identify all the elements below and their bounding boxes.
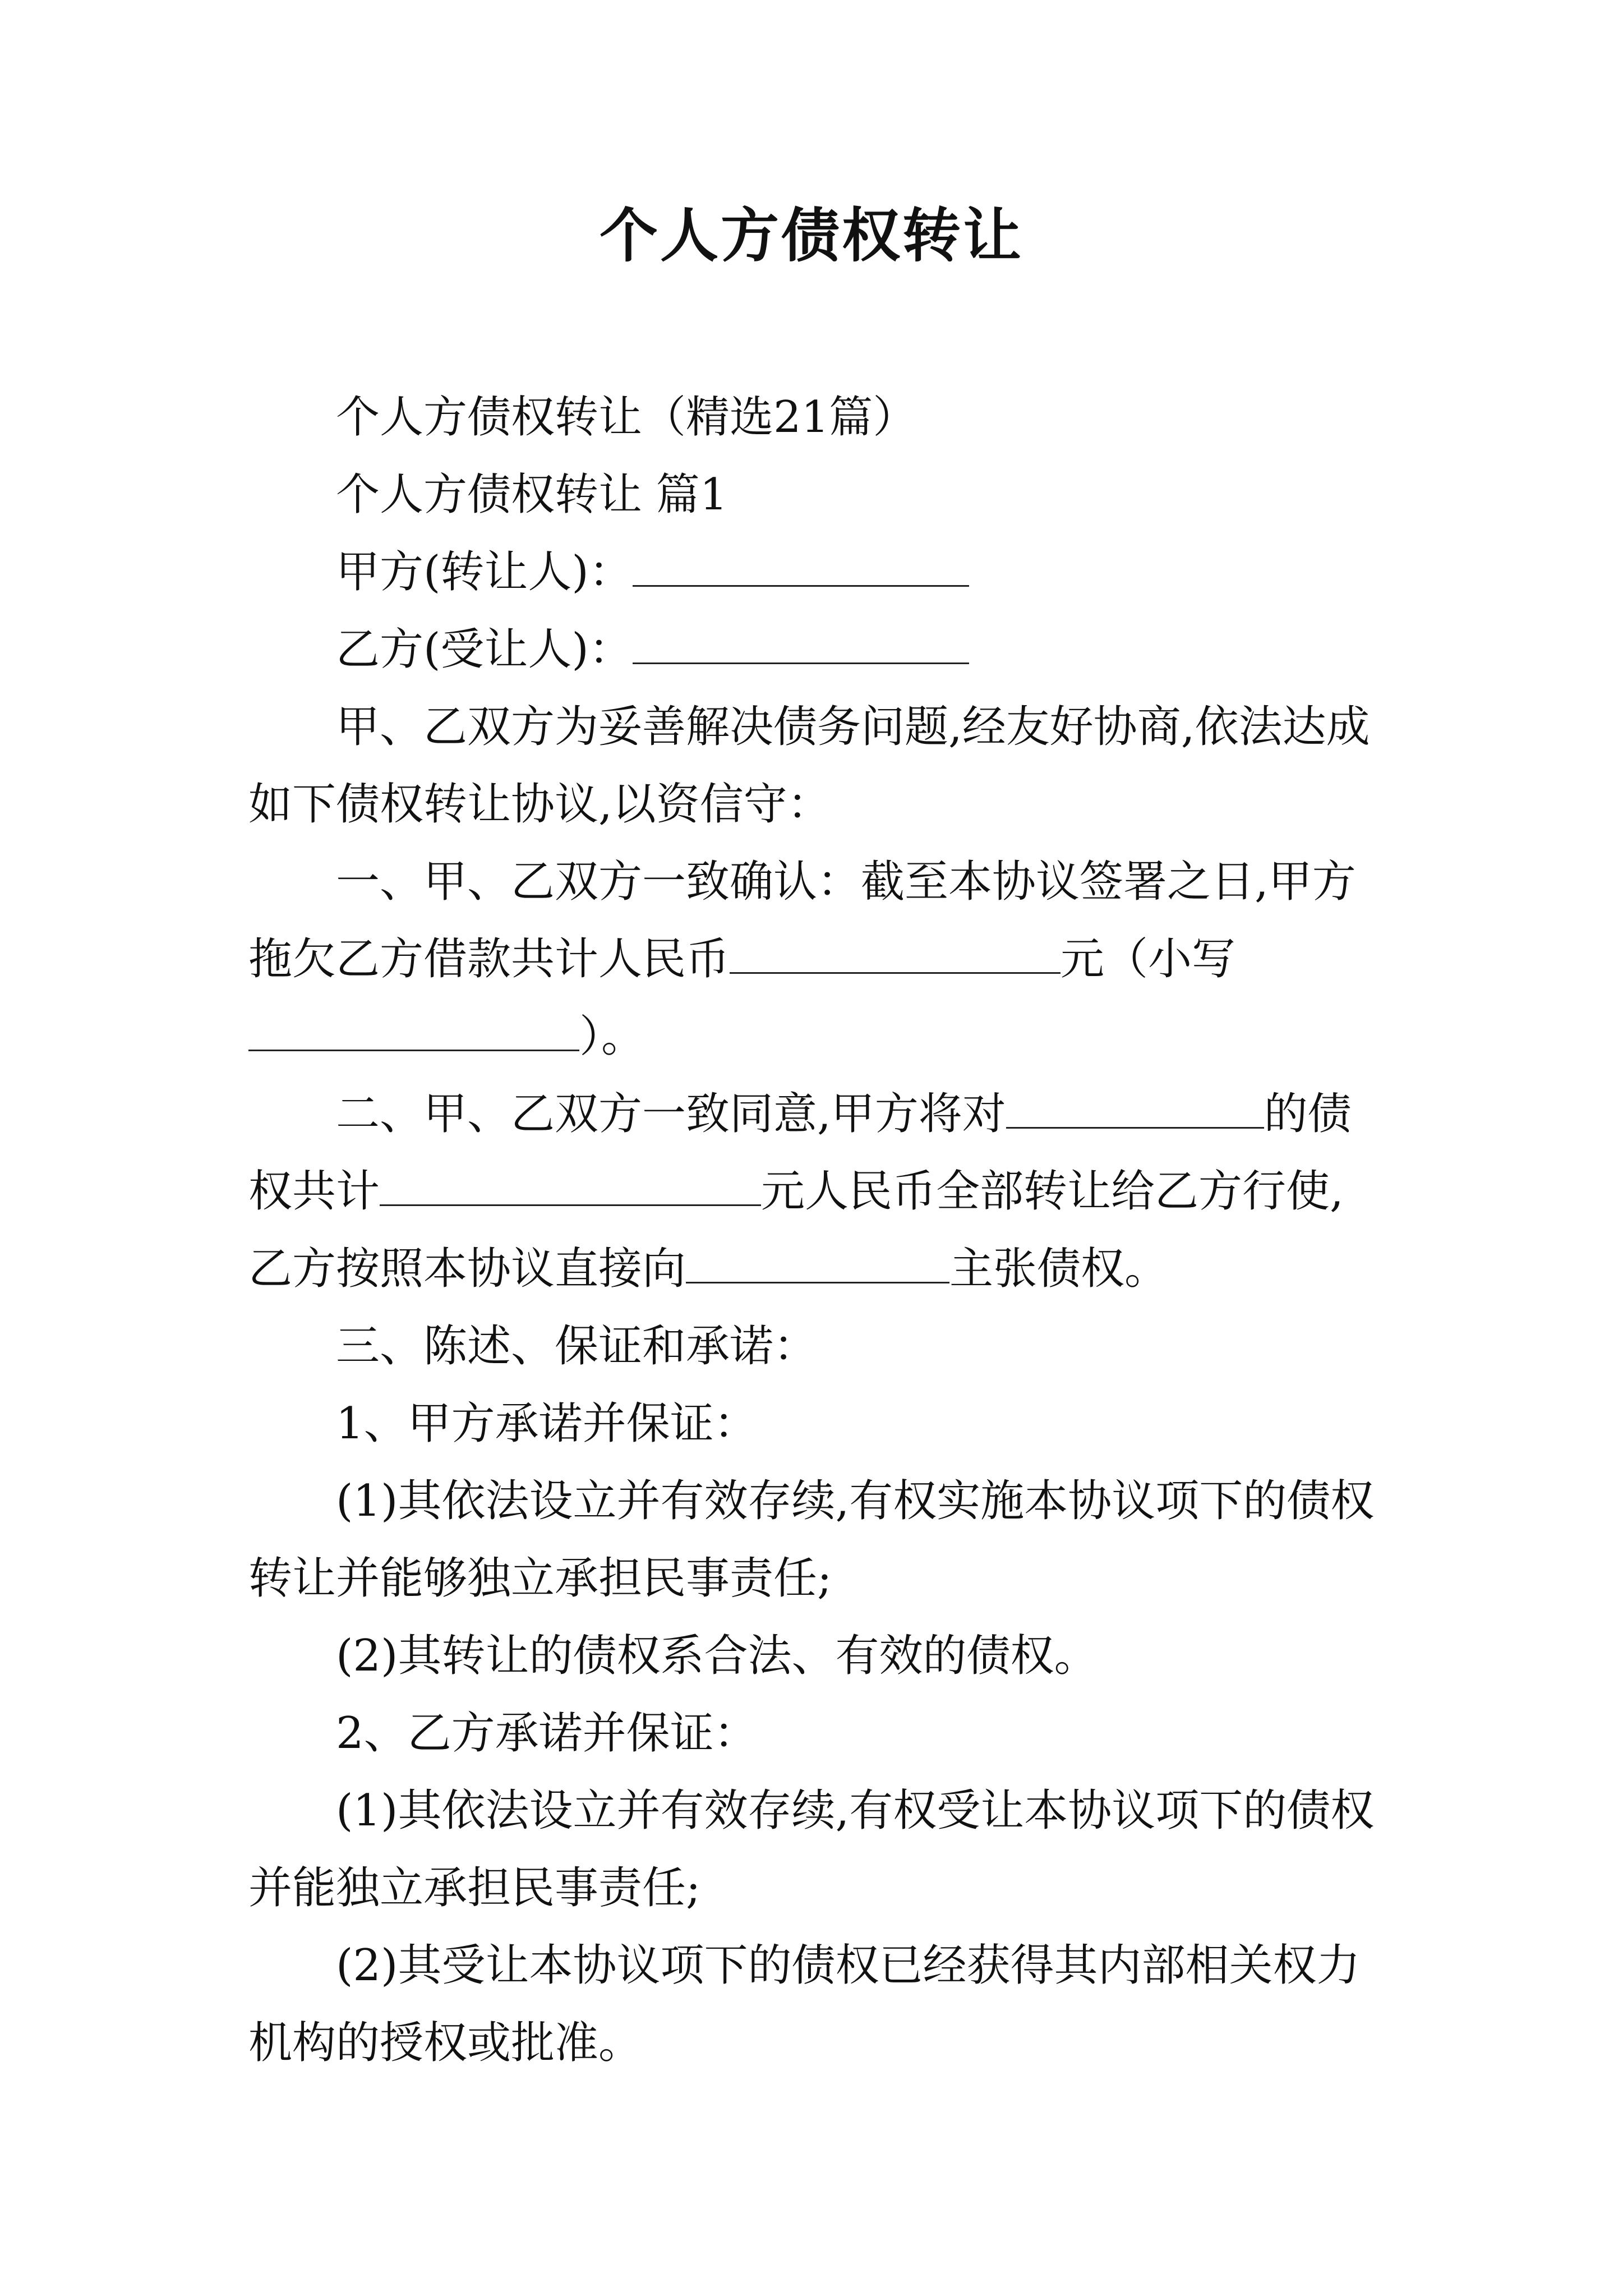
item-1-1: (1)其依法设立并有效存续,有权实施本协议项下的债权转让并能够独立承担民事责任; <box>248 1476 1375 1604</box>
amount-blank <box>730 928 1061 974</box>
clause-3: 三、陈述、保证和承诺： <box>336 1321 818 1372</box>
party-a-line <box>248 533 1375 611</box>
party-a-blank <box>633 541 969 587</box>
intro-paragraph: 甲、乙双方为妥善解决债务问题,经友好协商,依法达成如下债权转让协议,以资信守： <box>248 702 1370 830</box>
item-1: 1、甲方承诺并保证： <box>336 1398 758 1449</box>
debtor-blank <box>1006 1083 1264 1129</box>
item-2-2: (2)其受让本协议项下的债权已经获得其内部相关权力机构的授权或批准。 <box>248 1940 1361 2068</box>
party-b-label: 乙方(受让人)： <box>336 624 633 675</box>
claim-target-blank <box>686 1238 949 1283</box>
item-2-1: (1)其依法设立并有效存续,有权受让本协议项下的债权并能独立承担民事责任; <box>248 1786 1375 1913</box>
amount-small-blank <box>248 1006 579 1051</box>
document-title: 个人方债权转让 <box>599 201 1023 270</box>
clause-2-text-c: 元人民币全部转让给乙方行使,乙方按照本协议直接向 <box>248 1166 1344 1294</box>
party-b-line <box>248 611 1375 688</box>
clause-1-text-c: ）。 <box>579 1011 645 1062</box>
clause-2-text-d: 主张债权。 <box>949 1244 1169 1294</box>
clause-1-text-b: 元（小写 <box>1061 934 1236 984</box>
party-a-label: 甲方(转让人)： <box>336 547 633 597</box>
section-heading: 个人方债权转让 篇1 <box>336 470 728 520</box>
document-body <box>248 379 1375 2082</box>
party-b-blank <box>633 619 969 664</box>
document-subtitle: 个人方债权转让（精选21篇） <box>336 392 917 443</box>
credit-amount-blank <box>380 1161 761 1206</box>
clause-2-text-b: 的债权共计 <box>248 1089 1352 1217</box>
clause-2 <box>248 1075 1375 1308</box>
clause-2-text-a: 二、甲、乙双方一致同意,甲方将对 <box>336 1089 1006 1139</box>
item-2: 2、乙方承诺并保证： <box>336 1708 758 1759</box>
clause-1-text-a: 一、甲、乙双方一致确认：截至本协议签署之日,甲方拖欠乙方借款共计人民币 <box>248 857 1356 984</box>
clause-1 <box>248 843 1375 1075</box>
item-1-2: (2)其转让的债权系合法、有效的债权。 <box>336 1631 1098 1681</box>
